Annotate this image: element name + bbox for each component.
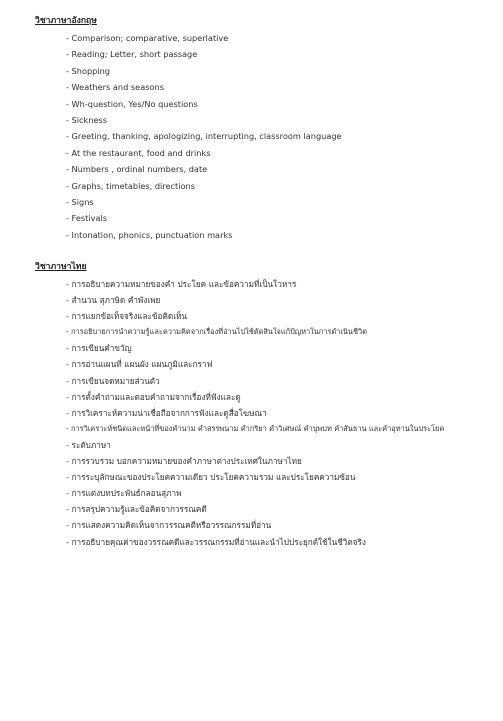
thai-topic-list <box>35 276 495 550</box>
english-section <box>35 14 495 243</box>
list-item: - Sickness <box>66 114 108 125</box>
list-item: - การเขียนคำขวัญ <box>66 343 132 354</box>
list-item: - Wh-question, Yes/No questions <box>66 98 198 109</box>
list-item: - การอธิบายการนำความรู้และความคิดจากเรื่องที่อ่านไปใช้ตัดสินใจแก้ปัญหาในการดำเนินชีวิต <box>66 327 367 337</box>
list-item: - Weathers and seasons <box>66 82 164 93</box>
list-item: - Comparison; comparative, superlative <box>66 33 229 43</box>
list-item: - Greeting, thanking, apologizing, interrupting, classroom language <box>66 131 342 142</box>
thai-section <box>35 260 495 550</box>
list-item: - Numbers , ordinal numbers, date <box>66 164 208 175</box>
list-item: - การรวบรวม บอกความหมายของคำภาษาต่างประเทศในภาษาไทย <box>66 456 302 467</box>
list-item: - Signs <box>66 196 94 207</box>
list-item: - การอธิบายความหมายของคำ ประโยค และข้อความที่เป็นโวหาร <box>66 279 297 289</box>
list-item: - สำนวน สุภาษิต คำพังเพย <box>66 295 161 306</box>
list-item: - การแยกข้อเท็จจริงและข้อคิดเห็น <box>66 311 188 322</box>
list-item: - การระบุลักษณะของประโยคความเดียว ประโยคความรวม และประโยคความซ้อน <box>66 472 356 483</box>
list-item: - การวิเคราะห์ชนิดและหน้าที่ของคำนาม คำสรรพนาม คำกริยา คำวิเศษณ์ คำบุพบท คำสันธาน และคำอุทานในประโยค <box>66 423 445 433</box>
list-item: - การอธิบายคุณค่าของวรรณคดีและวรรณกรรมที่อ่านและนำไปประยุกต์ใช้ในชีวิตจริง <box>66 536 366 547</box>
list-item: - ระดับภาษา <box>66 439 111 450</box>
list-item: - การเขียนจดหมายส่วนตัว <box>66 375 160 386</box>
list-item: - การอ่านแผนที่ แผนผัง แผนภูมิและกราฟ <box>66 359 213 370</box>
list-item: - Intonation, phonics, punctuation marks <box>66 229 233 240</box>
list-item: - Shopping <box>66 65 111 76</box>
list-item: - การตั้งคำถามและตอบคำถามจากเรื่องที่ฟังและดู <box>66 391 241 402</box>
english-heading: วิชาภาษาอังกฤษ <box>35 16 97 26</box>
list-item: - การวิเคราะห์ความน่าเชื่อถือจากการฟังและดูสื่อโฆษณา <box>66 407 267 418</box>
list-item: - At the restaurant, food and drinks <box>66 147 211 158</box>
list-item: - Festivals <box>66 213 108 224</box>
list-item: - Reading; Letter, short passage <box>66 49 198 60</box>
list-item: - Graphs, timetables, directions <box>66 180 195 191</box>
list-item: - การสรุปความรู้และข้อคิดจากวรรณคดี <box>66 504 207 515</box>
list-item: - การแสดงความคิดเห็นจากวรรณคดีหรือวรรณกรรมที่อ่าน <box>66 520 272 531</box>
list-item: - การแต่งบทประพันธ์กลอนสุภาพ <box>66 488 182 499</box>
english-topic-list <box>35 30 495 243</box>
thai-heading: วิชาภาษาไทย <box>35 262 87 272</box>
